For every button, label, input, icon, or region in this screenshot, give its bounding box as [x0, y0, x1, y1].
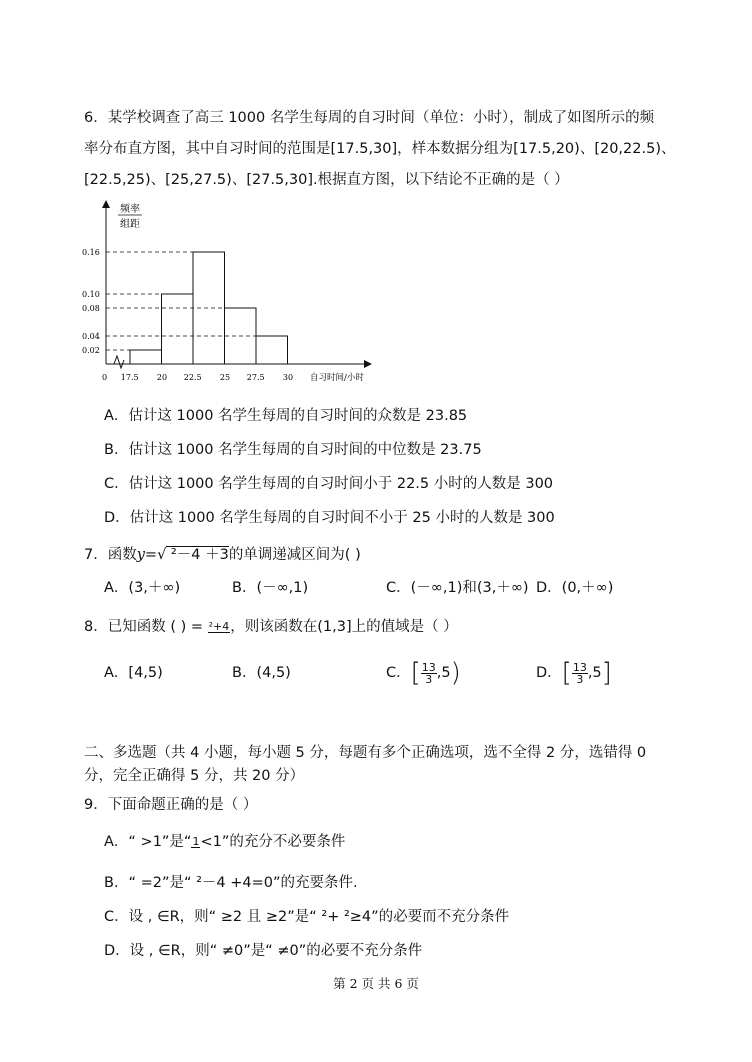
- q8-c-fraction: [421, 662, 437, 685]
- q8-option-a: A．[4,5): [104, 665, 163, 681]
- axis-break-icon: [114, 356, 124, 368]
- right-bracket-icon: ]: [601, 658, 612, 688]
- q8-d-frac-den: 3: [576, 672, 584, 686]
- histogram-bar: [256, 336, 288, 364]
- x-tick-label: 22.5: [183, 373, 202, 382]
- q6-stem-line1: 6．某学校调查了高三 1000 名学生每周的自习时间（单位：小时），制成了如图所示的频: [84, 110, 655, 126]
- q9-option-c: C．设 , ∈R，则“ ≥2 且 ≥2”是“ ²+ ²≥4”的必要而不充分条件: [104, 909, 510, 925]
- y-tick-label: 0.10: [82, 290, 100, 299]
- q7-stem: [84, 545, 361, 565]
- y-tick-label: 0.02: [82, 346, 100, 355]
- q8-c-label: C．: [386, 665, 411, 681]
- left-bracket-icon: [: [561, 658, 572, 688]
- q8-d-tail: ,5: [587, 665, 602, 681]
- sqrt-icon: √: [157, 547, 167, 563]
- q8-c-tail: ,5: [436, 665, 451, 681]
- histogram-bar: [162, 294, 194, 364]
- right-paren-icon: ): [450, 658, 461, 688]
- x-tick-label: 20: [156, 373, 168, 382]
- x-axis-label: 自习时间/小时: [310, 373, 364, 383]
- q6-option-c: C．估计这 1000 名学生每周的自习时间小于 22.5 小时的人数是 300: [104, 476, 554, 492]
- histogram-chart: [80, 198, 400, 390]
- q8-c-frac-num: 13: [421, 660, 436, 674]
- q9-option-d: D．设 , ∈R，则“ ≠0”是“ ≠0”的必要不充分条件: [104, 943, 423, 959]
- q9-option-b: B．“ =2”是“ ²－4 +4=0”的充要条件.: [104, 875, 358, 891]
- q6-option-d: D．估计这 1000 名学生每周的自习时间不小于 25 小时的人数是 300: [104, 510, 555, 526]
- q8-c-frac-den: 3: [425, 672, 433, 686]
- left-bracket-icon: [: [410, 658, 421, 688]
- y-tick-label: 0.16: [82, 248, 100, 257]
- q9-option-a: [104, 832, 345, 852]
- q8-option-b: B．(4,5): [232, 665, 291, 681]
- q7-option-a: A．(3,＋∞): [104, 580, 181, 596]
- q8-prefix: 8．已知函数 ( ) =: [84, 619, 208, 635]
- q7-option-d: D．(0,＋∞): [536, 580, 614, 596]
- q7-radicand: ²－4 ＋3: [166, 547, 229, 563]
- q6-stem-line2: 率分布直方图，其中自习时间的范围是[17.5,30]，样本数据分组为[17.5,20)、[20,22.5)、: [84, 141, 676, 157]
- q7-prefix: 7．函数: [84, 547, 137, 563]
- origin-label: 0: [102, 373, 108, 382]
- q8-suffix: ，则该函数在(1,3]上的值域是（ ）: [230, 619, 458, 635]
- q6-option-b: B．估计这 1000 名学生每周的自习时间的中位数是 23.75: [104, 442, 482, 458]
- y-label-numerator: 频率: [120, 204, 140, 215]
- q8-frac-num: ²+4: [208, 620, 230, 633]
- histogram-bar: [130, 350, 162, 364]
- q9-stem: 9．下面命题正确的是（ ）: [84, 797, 258, 813]
- q8-fraction: [208, 621, 231, 633]
- q7-option-c: C．(－∞,1)和(3,＋∞): [386, 580, 529, 596]
- q6-option-a: A．估计这 1000 名学生每周的自习时间的众数是 23.85: [104, 408, 468, 424]
- q8-d-frac-num: 13: [572, 660, 587, 674]
- q9-a-prefix: A．“ >1”是“: [104, 834, 192, 850]
- q7-func-y: y=: [136, 547, 158, 563]
- y-axis-arrow-icon: [102, 200, 110, 208]
- x-tick-label: 17.5: [120, 373, 139, 382]
- q8-d-fraction: [572, 662, 588, 685]
- y-tick-label: 0.04: [82, 332, 100, 341]
- q8-d-label: D．: [536, 665, 562, 681]
- y-tick-label: 0.08: [82, 304, 100, 313]
- section2-heading-line2: 分，完全正确得 5 分，共 20 分）: [84, 768, 305, 784]
- q9-a-suffix: <1”的充分不必要条件: [200, 834, 346, 850]
- q7-option-b: B．(－∞,1): [232, 580, 309, 596]
- page-footer: 第 2 页 共 6 页: [333, 976, 419, 991]
- q8-option-d: [536, 656, 612, 690]
- x-tick-label: 27.5: [246, 373, 265, 382]
- q8-stem: [84, 617, 458, 637]
- q8-option-c: [386, 656, 461, 690]
- x-tick-label: 30: [282, 373, 294, 382]
- q7-suffix: 的单调递减区间为( ): [228, 547, 361, 563]
- y-label-denominator: 组距: [120, 219, 140, 230]
- x-axis-arrow-icon: [364, 360, 372, 368]
- x-tick-label: 25: [219, 373, 231, 382]
- q9-a-frac-num: 1: [192, 835, 200, 848]
- section2-heading-line1: 二、多选题（共 4 小题，每小题 5 分，每题有多个正确选项，选不全得 2 分，选错得 0: [84, 745, 647, 761]
- q6-stem-line3: [22.5,25)、[25,27.5)、[27.5,30].根据直方图，以下结论不正确的是（ ）: [84, 172, 569, 188]
